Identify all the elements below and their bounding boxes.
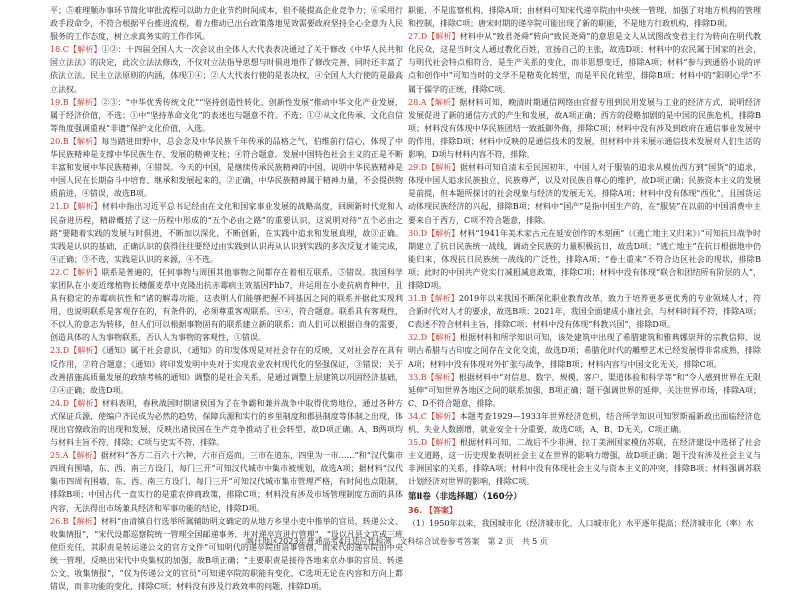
answer-key-label: 21.D【解析】	[50, 202, 102, 212]
right-answer-item	[408, 292, 761, 331]
answer-key-label: 31.B【解析】	[408, 294, 459, 304]
answer-key-label: 30.D【解析】	[408, 228, 460, 238]
answer-explanation-text: 材料中从“致君尧舜”转向“致民尧舜”的意思是文人从试图改变君主行为转向在明代教化民众，这是当时文人通过教化百姓，宣扬自己的主张，故选D项；材料中的农民属于国家的社会，与明代社会特点相符合，是生产关系的变化，而非思想变迁，排除A项；材料“参与到通俗小说的评点和创作中”可知当时的文学不是精英化转型，而是平民化转型，排除B项；材料中的“阳明心学”不属于儒学的正统，排除C项。	[408, 32, 761, 94]
page-footer: 喀什地区2023年普通高考4月适应性检测 文科综合试卷参考答案 第 2 页 共 5 页	[246, 537, 548, 546]
question-36-number: 36.	[408, 506, 423, 516]
answer-key-label: 33.B【解析】	[408, 372, 459, 382]
answer-explanation-text: 本题考查1929—1933年世界经济危机，结合所学知识可知罗斯福新政出面临经济危机、失业人数剧增，就业安全十分重要，故选C项，A、B、D无关，C项正确。	[408, 411, 762, 434]
answer-explanation-text: 每当踏进田野中，总会念及中华民族千年传承的品格之气，伯维前行信心，体现了中华民族精神是支撑中华民族生存、发展的精神支柱；④符合题意。发展中国特色社会主义的正是不断丰富和发展中华民族精神，④错误。今天的中国，是继续传承民族精神的中国，说明中华民族精神是中国人民在长期奋斗中培育、继承和发展起来的，②正确，中华民族精神属于精神力量，不会提供物质前进，④错误，故选B项。	[50, 136, 403, 199]
left-answer-item	[50, 96, 403, 135]
left-answer-item	[50, 397, 403, 449]
answer-key-label: 24.D【解析】	[50, 398, 102, 408]
right-answer-item	[408, 410, 761, 436]
left-answer-item	[50, 4, 403, 43]
question-36-header	[408, 504, 761, 517]
answer-explanation-text: 根据材料中“对信息、数字、规模、客户、渠道体验和科学等”和“令人感到世界在无限延伸”可知世界各地区之间的联系加强，B项正确；题干强调世界的延伸，关注世界市场，排除A项；C、D不符合题意，排除。	[408, 372, 761, 408]
left-answer-item	[50, 135, 403, 200]
answer-key-label: 34.C【解析】	[408, 411, 460, 421]
answer-key-label: 25.A【解析】	[50, 451, 101, 461]
right-answer-item	[408, 161, 761, 226]
right-answer-item	[408, 331, 761, 370]
answer-key-label: 28.A【解析】	[408, 97, 460, 107]
answer-explanation-text: 根据材料可知，二战后不少非洲、拉丁美洲国家模仿苏联，在经济建设中选择了社会主义道路，这一历史现象表明社会主义在世界的影响力增强，故D项正确；题干没有涉及社会主义与非洲国家的关系，排除A项；材料中没有体现社会主义与资本主义的冲突，排除B项；材料强调苏联计划经济对世界的影响，排除C项。	[408, 438, 762, 487]
answer-explanation-text: 联系是普遍的，任何事物与周围其他事物之间都存在着相互联系，⑤错误。我国科学家团队在小麦近缘植物长穗偃麦草中克隆出抗赤霉病主效基因Fhb7，并运用在小麦抗病育种中，且具有稳定的赤霉病抗性和“诸的解毒功能，这表明人们能够把握不同基因之间的联系并据此实现利用，也说明联系是客观存在的，有条件的，必须尊重客观联系。④④、符合题意。联系具有客观性，不以人的意志为转移，但人们可以根据事物固有的联系建立新的联系；而人们可以根据自身的需要，创造具体的人为事物联系，否认人为事物的客观性，①错误。	[50, 267, 404, 343]
left-answer-item	[50, 449, 403, 514]
answer-key-label: 32.D【解析】	[408, 333, 460, 343]
right-answer-item	[408, 436, 761, 488]
answer-key-label: 20.B【解析】	[50, 136, 102, 146]
answer-explanation-text: 材料中指出习近平总书记经由在文化和国家事业发展的战略高度，回顾新时代党和人民奋进历程，精辟概括了这一历程中形成的“五个必由之路”的重要认识，这说明对待“五个必由之路”要随着实践的发展与时俱进，不断加以深化，不断创新，在实践中追求和发展真理，故③正确。实践是认识的基础，正确认识的获得往往要经过由实践到认识再从认识到实践的多次反复才能完成，④正确；③不选，实践是认识的来源，④不选。	[50, 202, 404, 264]
right-answer-item	[408, 30, 761, 95]
answer-explanation-text: 职能，不是监察机构，排除A项；由材料可知宋代递卒院由中央统一管理，加强了对地方机构的管理和控制，排除C项；唐宋时期的递卒院可能出现了新的职能，不是地方行政机构，排除D项。	[408, 6, 761, 29]
right-answer-item	[408, 227, 761, 292]
answer-explanation-text: 《通知》属于社会意识，《通知》的印发体现是对社会存在的反映，又对社会存在具有反作用，②符合题意；《通知》将印发发明中央对于实现农业农村现代化的坚强保证，③错误；关于改善措施高质量发展的政绩考核的通知》调整的是社会关系，是通过调整上层建筑以巩固经济基础，②④正确；故选D项。	[50, 346, 404, 395]
answer-key-label: 19.B【解析】	[50, 97, 102, 107]
question-36-answer-label: 【答案】	[424, 506, 457, 516]
answer-explanation-text: 平；⑤难理顺办事环节简化审批流程可以助力企业节约时间成本，但不能提高企业竞争力；⑥采用行政手段命令，不符合根据平台推进流程，着力推动已出台政策落地见效需要政府坚持全心全意为人民服务的工作态度，树立求真务实的工作作风。	[50, 6, 403, 42]
question-36-line: （1）1950年以来，我国城市化（经济城市化、人口城市化）水平逐年提高；经济城市化（率）水	[408, 519, 754, 529]
left-answer-item	[50, 266, 403, 345]
left-answer-item	[50, 200, 403, 265]
answer-explanation-text: 据材料“各方二百六十六种，六市百巡而，三市在道东，四里为一市……”和“汉代集市四周有围墙，东、西、南三方设门，每门三开”可知汉代城市中集市被规划，故选A项；据材料“汉代集市四周有围墙，东、西、南三方设门，每门三开”可知汉代城市集市管理严格，有时间也点限制，排除B项；中国古代一直实行的是重农抑商政策，排除C项；材料没有涉及市场管理制度方面的具体内容，无法得出市场兼具经济和军事功能的结论，排除D项。	[50, 451, 403, 513]
answer-explanation-text: 材料“1941年美术家古元在延安创作的木刻画”（《逃亡地主又归来》）”可知抗日战争时期建立了抗日民族统一战线，调动全民族的力量积极抗日，故选D项；“逃亡地主”在抗日根据地中仍能归来，体现抗日民族统一战线的广泛性，排除A项；“卷土重来”不符合边区社会的现状，排除B项；此时的中国共产党实行减租减息政策，排除C项；材料中没有体现“联合和团结所有阶层的人”，排除D项。	[408, 228, 761, 290]
right-answer-item	[408, 4, 761, 30]
left-answer-item	[50, 515, 403, 593]
answer-key-label: 26.B【解析】	[50, 516, 101, 526]
answer-key-label: 22.C【解析】	[50, 267, 102, 277]
right-answer-item	[408, 96, 761, 161]
right-answer-list	[408, 4, 761, 488]
section-title: 第Ⅱ卷（非选择题）（160分）	[408, 492, 522, 503]
answer-explanation-text: 据材料可知自清末至民国初年，中国人对于服装的追求从模仿西方到“国货”的追求，体现中国人追求民族独立、民族尊严，以及对民族自尊心的维护，故D项正确；民族资本主义的发展是前提，但本题所探讨的社会现象与经济的发展无关，排除A项；材料中没有体现“西化”，且国货运动体现民族经济的兴起，排除B项；材料中“国产”是指中国生产的，在“服装”在以前的中国消费中主要来自于西方，C项不符合题意，排除。	[408, 163, 761, 225]
answer-key-label: 29.D【解析】	[408, 163, 460, 173]
right-column	[408, 4, 761, 528]
left-answer-item	[50, 43, 403, 95]
answer-explanation-text: 据材料可知，晚清时期通信网络由官督专用到民用发展与工业的经济方式，说明经济发展促进了新的通信方式的产生和发展，故A项正确；西方的侵略加剧的是中国的民族危机，排除B项；材料没有体现中华民族团结一致抵御外侮，排除C项；材料中没有涉及到政府在通信事业发展中的作用，排除D项；材料中反映的是通信技术的发展，但材料中并未展示通信技术发展对人们生活的影响，D项与材料内容不符，排除。	[408, 97, 762, 160]
answer-explanation-text: 材料“由清镇自行选举所属辅助明文确定的从地方乡里小吏中推举的官员，转递公文、收集情报”，“宋代设都巡察院统一管理全国邮递事务，并对递卒宣进行管理”，“设以凡县文官或三班使臣充任，其职责是转运递公文的官方文件”可知明代的递卒院由谙事管辖，而宋代的递卒院由中央统一管理，反映出宋代中央集权的加强，故B项正确；“主要职责是接待各地来京办事的官员、转递公文、收集情报”，“仅为传递公文的官员”可知递卒院的职能有变化，C选项无论在内容和方向上都错误，而非功能的变化，排除C项；材料没有涉及行政效率的问题，排除D项。	[50, 516, 403, 592]
right-answer-item	[408, 371, 761, 410]
left-answer-item	[50, 344, 403, 396]
answer-explanation-text: 根据材料和所学知识可知，该处建筑中出现了希腊建筑和雅典娜崇拜的宗教信仰，说明古希腊与古印度之间存在文化交流，故选D项；希腊化时代的雕塑艺术已经发展得非常成熟，排除A项；材料中没有体现对外扩张与战争，排除B项；材料内容与中国文化无关，排除C项。	[408, 333, 762, 369]
answer-explanation-text: ①②：十四届全国人大一次会议由全体人大代表表决通过了关于修改《中华人民共和国立法法》的决定，此次立法法修改，不仅对立法指导思想与时俱进地作了修改完善，同时还丰富了依法立法、民主立法原则的内涵，体现①④；②人大代表行使的是表决权，④全国人大行使的是最高立法权。	[50, 45, 404, 94]
answer-key-label: 35.D【解析】	[408, 438, 460, 448]
answer-key-label: 23.D【解析】	[50, 346, 102, 356]
answer-key-label: 27.D【解析】	[408, 32, 460, 42]
answer-explanation-text: ②③：“中华优秀传统文化”“坚持创造性转化、创新性发展”推动中华文化产业发展，属于经济价值，不选；①中“坚持革命文化”的表述也与题意不符。不选；①②从文化传承、文化自信等角度强调重视“非遗”保护文化价值，入选。	[50, 97, 403, 133]
answer-key-label: 18.C【解析】	[50, 45, 102, 55]
answer-explanation-text: 材料表明，春秋战国时期诸侯国为了在争霸和兼并战争中取得优势地位，通过各种方式保证兵源，使编户齐民成为必然的趋势，保障兵源和实行的乡里制度和郡县制度等体制之出现，体现出官僚政治的出现和发展，反映出诸侯国在生产竞争推动了社会转型，故D项正确。A、B两项均与材料主旨不符，排除；C项与史实不符，排除。	[50, 398, 404, 448]
answer-explanation-text: 2019年以来我国不断深化职业教育改革，致力于培养更多更优秀的专业领域人才，符合新时代对人才的要求，故选B项；2021年，我国全面建成小康社会，与材料时间不符，排除A项；C表述不符合材料主旨，排除C项；材料中没有体现“科教兴国”，排除D项。	[408, 294, 761, 330]
